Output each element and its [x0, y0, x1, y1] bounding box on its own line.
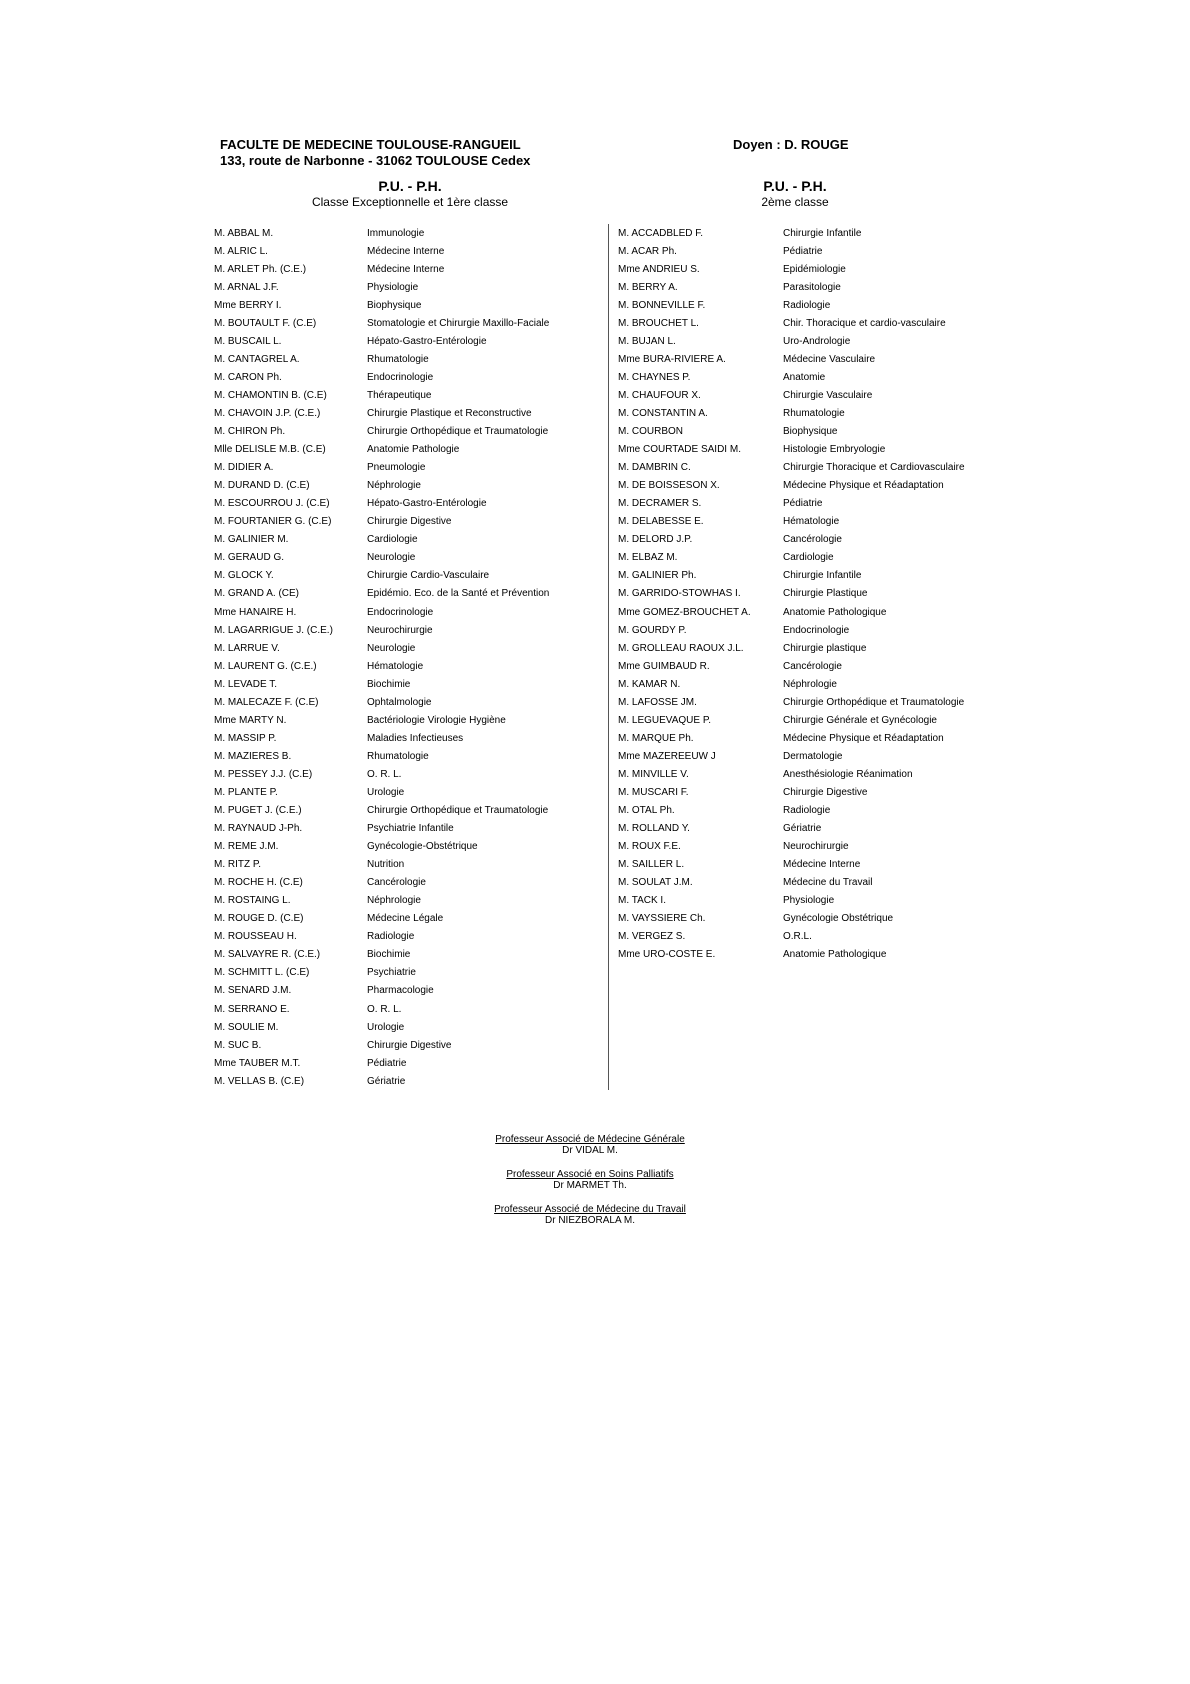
professor-name: M. VERGEZ S. — [618, 931, 686, 943]
list-item — [214, 459, 549, 477]
list-item — [214, 513, 549, 531]
list-item — [214, 693, 549, 711]
professor-specialty: Chirurgie Digestive — [783, 786, 868, 798]
list-item — [214, 982, 549, 1000]
professor-name: Mme BURA-RIVIERE A. — [618, 353, 726, 365]
associate-professors — [440, 1134, 740, 1239]
list-item — [618, 729, 965, 747]
professor-specialty: Biochimie — [367, 678, 411, 690]
list-item — [618, 802, 965, 820]
professor-name: M. COURBON — [618, 426, 683, 438]
associate-title: Professeur Associé de Médecine Générale — [495, 1134, 685, 1145]
list-item — [618, 820, 965, 838]
list-item — [618, 224, 965, 242]
professor-specialty: Médecine Physique et Réadaptation — [783, 732, 944, 744]
professor-specialty: Parasitologie — [783, 281, 841, 293]
professor-specialty: Cancérologie — [367, 877, 426, 889]
list-item — [618, 765, 965, 783]
professor-specialty: Cancérologie — [783, 534, 842, 546]
professor-name: M. OTAL Ph. — [618, 805, 675, 817]
professor-name: M. PUGET J. (C.E.) — [214, 805, 302, 817]
professor-name: M. SALVAYRE R. (C.E.) — [214, 949, 321, 961]
professor-name: M. CHAUFOUR X. — [618, 389, 701, 401]
professor-name: Mme MARTY N. — [214, 714, 287, 726]
list-item — [214, 874, 549, 892]
professor-name: M. ARLET Ph. (C.E.) — [214, 263, 307, 275]
list-item — [214, 477, 549, 495]
professor-name: Mme TAUBER M.T. — [214, 1057, 301, 1069]
list-item — [618, 928, 965, 946]
professor-specialty: Chirurgie Vasculaire — [783, 389, 873, 401]
dean-header: Doyen : D. ROUGE — [733, 137, 849, 152]
professor-name: M. ROLLAND Y. — [618, 823, 690, 835]
professor-specialty: Physiologie — [783, 895, 835, 907]
list-item — [618, 278, 965, 296]
professor-specialty: Chirurgie Plastique et Reconstructive — [367, 407, 532, 419]
professor-specialty: Psychiatrie Infantile — [367, 823, 454, 835]
professor-name: M. GLOCK Y. — [214, 570, 274, 582]
professor-specialty: Stomatologie et Chirurgie Maxillo-Faciale — [367, 317, 550, 329]
list-item — [214, 747, 549, 765]
professor-specialty: Gériatrie — [367, 1075, 406, 1087]
professor-name: M. PLANTE P. — [214, 786, 278, 798]
list-item — [618, 585, 965, 603]
professor-specialty: Néphrologie — [783, 678, 837, 690]
professor-specialty: Histologie Embryologie — [783, 444, 886, 456]
professor-name: M. SAILLER L. — [618, 859, 685, 871]
list-item — [214, 639, 549, 657]
professor-specialty: Anatomie Pathologie — [367, 444, 460, 456]
professor-specialty: Physiologie — [367, 281, 419, 293]
faculty-name: FACULTE DE MEDECINE TOULOUSE-RANGUEIL — [220, 137, 521, 152]
list-item — [618, 296, 965, 314]
list-item — [214, 260, 549, 278]
professor-specialty: Chirurgie Infantile — [783, 227, 862, 239]
professor-name: M. GERAUD G. — [214, 552, 285, 564]
professor-specialty: Urologie — [367, 786, 405, 798]
professor-specialty: Chirurgie Digestive — [367, 1039, 452, 1051]
list-item — [618, 242, 965, 260]
associate-entry — [440, 1169, 740, 1191]
professor-name: M. ELBAZ M. — [618, 552, 678, 564]
list-item — [214, 368, 549, 386]
professor-specialty: Ophtalmologie — [367, 696, 432, 708]
professor-specialty: Gynécologie Obstétrique — [783, 913, 894, 925]
professor-name: Mlle DELISLE M.B. (C.E) — [214, 444, 326, 456]
list-item — [214, 296, 549, 314]
professor-specialty: Chirurgie Générale et Gynécologie — [783, 714, 937, 726]
professor-specialty: Hépato-Gastro-Entérologie — [367, 498, 487, 510]
professor-specialty: Pédiatrie — [783, 498, 823, 510]
professor-specialty: Pharmacologie — [367, 985, 434, 997]
list-item — [214, 242, 549, 260]
professor-specialty: Neurochirurgie — [367, 624, 433, 636]
professor-specialty: Endocrinologie — [783, 624, 850, 636]
associate-title: Professeur Associé en Soins Palliatifs — [506, 1169, 674, 1180]
faculty-address: 133, route de Narbonne - 31062 TOULOUSE Cedex — [220, 153, 531, 168]
professor-name: M. SENARD J.M. — [214, 985, 292, 997]
professor-name: M. ARNAL J.F. — [214, 281, 279, 293]
professor-name: M. MASSIP P. — [214, 732, 277, 744]
professor-name: M. MARQUE Ph. — [618, 732, 694, 744]
professor-name: M. LEGUEVAQUE P. — [618, 714, 711, 726]
professor-specialty: Médecine du Travail — [783, 877, 873, 889]
professor-specialty: Chir. Thoracique et cardio-vasculaire — [783, 317, 946, 329]
list-item — [214, 404, 549, 422]
professor-name: M. CONSTANTIN A. — [618, 407, 708, 419]
list-item — [618, 423, 965, 441]
list-item — [618, 838, 965, 856]
professor-name: Mme COURTADE SAIDI M. — [618, 444, 741, 456]
list-item — [214, 657, 549, 675]
left-professor-list — [214, 224, 549, 1090]
list-item — [214, 1000, 549, 1018]
professor-name: M. MALECAZE F. (C.E) — [214, 696, 319, 708]
professor-name: M. VELLAS B. (C.E) — [214, 1075, 305, 1087]
list-item — [214, 964, 549, 982]
list-item — [214, 423, 549, 441]
professor-name: M. LAURENT G. (C.E.) — [214, 660, 317, 672]
professor-name: M. CHAVOIN J.P. (C.E.) — [214, 407, 321, 419]
list-item — [214, 892, 549, 910]
list-item — [214, 765, 549, 783]
list-item — [214, 278, 549, 296]
professor-name: Mme BERRY I. — [214, 299, 282, 311]
professor-name: M. ESCOURROU J. (C.E) — [214, 498, 330, 510]
professor-name: M. GOURDY P. — [618, 624, 687, 636]
associate-entry — [440, 1134, 740, 1156]
faculty-header — [220, 137, 530, 169]
list-item — [618, 441, 965, 459]
professor-name: Mme MAZEREEUW J — [618, 750, 716, 762]
professor-specialty: Chirurgie plastique — [783, 642, 867, 654]
professor-specialty: Biophysique — [783, 426, 838, 438]
professor-name: M. SUC B. — [214, 1039, 262, 1051]
professor-specialty: Chirurgie Cardio-Vasculaire — [367, 570, 490, 582]
professor-specialty: Thérapeutique — [367, 389, 432, 401]
associate-name: Dr NIEZBORALA M. — [544, 1215, 635, 1226]
professor-name: M. CHIRON Ph. — [214, 426, 286, 438]
professor-name: M. ROUSSEAU H. — [214, 931, 297, 943]
professor-name: M. KAMAR N. — [618, 678, 681, 690]
professor-specialty: Radiologie — [783, 299, 831, 311]
professor-name: M. RITZ P. — [214, 859, 262, 871]
professor-name: M. CHAYNES P. — [618, 371, 691, 383]
list-item — [618, 874, 965, 892]
left-section-subtitle: Classe Exceptionnelle et 1ère classe — [311, 195, 509, 209]
professor-specialty: Anatomie Pathologique — [783, 949, 887, 961]
professor-name: M. ACAR Ph. — [618, 245, 677, 257]
list-item — [214, 585, 549, 603]
column-divider — [608, 224, 609, 1090]
list-item — [618, 332, 965, 350]
list-item — [618, 531, 965, 549]
professor-specialty: Néphrologie — [367, 480, 421, 492]
right-section-subtitle: 2ème classe — [761, 195, 829, 209]
professor-name: M. SOULAT J.M. — [618, 877, 693, 889]
professor-specialty: Médecine Interne — [367, 263, 445, 275]
professor-name: M. FOURTANIER G. (C.E) — [214, 516, 332, 528]
professor-specialty: Bactériologie Virologie Hygiène — [367, 714, 506, 726]
professor-name: M. BERRY A. — [618, 281, 678, 293]
professor-name: M. SCHMITT L. (C.E) — [214, 967, 310, 979]
professor-specialty: Immunologie — [367, 227, 425, 239]
associate-name: Dr MARMET Th. — [553, 1180, 627, 1191]
professor-specialty: Chirurgie Orthopédique et Traumatologie — [367, 805, 549, 817]
professor-name: M. ABBAL M. — [214, 227, 274, 239]
list-item — [618, 477, 965, 495]
professor-name: M. RAYNAUD J-Ph. — [214, 823, 303, 835]
list-item — [618, 783, 965, 801]
professor-specialty: Chirurgie Thoracique et Cardiovasculaire — [783, 462, 965, 474]
professor-specialty: Dermatologie — [783, 750, 843, 762]
professor-specialty: Chirurgie Plastique — [783, 588, 868, 600]
list-item — [618, 693, 965, 711]
list-item — [618, 621, 965, 639]
professor-specialty: Endocrinologie — [367, 606, 434, 618]
list-item — [618, 459, 965, 477]
list-item — [618, 368, 965, 386]
list-item — [214, 314, 549, 332]
list-item — [214, 531, 549, 549]
professor-specialty: Neurologie — [367, 642, 416, 654]
professor-specialty: Hématologie — [783, 516, 840, 528]
list-item — [618, 386, 965, 404]
professor-name: M. BONNEVILLE F. — [618, 299, 706, 311]
professor-specialty: Cancérologie — [783, 660, 842, 672]
professor-name: M. GALINIER M. — [214, 534, 289, 546]
list-item — [618, 910, 965, 928]
professor-name: M. ROSTAING L. — [214, 895, 291, 907]
professor-specialty: Psychiatrie — [367, 967, 416, 979]
professor-name: M. DIDIER A. — [214, 462, 274, 474]
list-item — [214, 386, 549, 404]
professor-specialty: Pneumologie — [367, 462, 426, 474]
professor-specialty: Rhumatologie — [367, 750, 429, 762]
list-item — [618, 639, 965, 657]
professor-specialty: Médecine Vasculaire — [783, 353, 876, 365]
professor-specialty: Anatomie — [783, 371, 826, 383]
professor-name: M. ROUX F.E. — [618, 841, 681, 853]
list-item — [214, 441, 549, 459]
list-item — [214, 1018, 549, 1036]
professor-name: M. LEVADE T. — [214, 678, 277, 690]
professor-name: M. SERRANO E. — [214, 1003, 290, 1015]
professor-name: M. DECRAMER S. — [618, 498, 702, 510]
list-item — [214, 838, 549, 856]
list-item — [618, 314, 965, 332]
professor-specialty: Radiologie — [783, 805, 831, 817]
list-item — [214, 928, 549, 946]
professor-name: M. LARRUE V. — [214, 642, 280, 654]
professor-specialty: O. R. L. — [367, 1003, 402, 1015]
professor-name: M. GROLLEAU RAOUX J.L. — [618, 642, 744, 654]
professor-specialty: Epidémio. Eco. de la Santé et Prévention — [367, 588, 550, 600]
professor-specialty: O. R. L. — [367, 768, 402, 780]
professor-specialty: Médecine Physique et Réadaptation — [783, 480, 944, 492]
professor-name: M. MUSCARI F. — [618, 786, 689, 798]
professor-specialty: Chirurgie Orthopédique et Traumatologie — [367, 426, 549, 438]
list-item — [618, 892, 965, 910]
professor-name: M. REME J.M. — [214, 841, 279, 853]
left-section-heading — [300, 178, 520, 210]
professor-name: M. ROUGE D. (C.E) — [214, 913, 304, 925]
list-item — [618, 404, 965, 422]
professor-specialty: Chirurgie Infantile — [783, 570, 862, 582]
list-item — [618, 747, 965, 765]
professor-name: M. BROUCHET L. — [618, 317, 699, 329]
professor-name: M. CARON Ph. — [214, 371, 282, 383]
professor-specialty: Neurochirurgie — [783, 841, 849, 853]
professor-name: M. LAFOSSE JM. — [618, 696, 697, 708]
professor-specialty: O.R.L. — [783, 931, 812, 943]
list-item — [214, 946, 549, 964]
professor-name: Mme URO-COSTE E. — [618, 949, 716, 961]
list-item — [214, 675, 549, 693]
professor-name: M. MINVILLE V. — [618, 768, 689, 780]
list-item — [618, 513, 965, 531]
professor-name: M. BUSCAIL L. — [214, 335, 282, 347]
list-item — [214, 621, 549, 639]
professor-name: M. DAMBRIN C. — [618, 462, 691, 474]
professor-specialty: Maladies Infectieuses — [367, 732, 464, 744]
list-item — [214, 332, 549, 350]
list-item — [618, 603, 965, 621]
right-professor-list — [618, 224, 965, 964]
professor-specialty: Hépato-Gastro-Entérologie — [367, 335, 487, 347]
professor-specialty: Endocrinologie — [367, 371, 434, 383]
professor-specialty: Hématologie — [367, 660, 424, 672]
list-item — [618, 657, 965, 675]
associate-name: Dr VIDAL M. — [562, 1145, 618, 1156]
professor-specialty: Anatomie Pathologique — [783, 606, 887, 618]
professor-specialty: Biophysique — [367, 299, 422, 311]
professor-specialty: Gériatrie — [783, 823, 822, 835]
professor-name: M. PESSEY J.J. (C.E) — [214, 768, 313, 780]
right-section-title: P.U. - P.H. — [763, 178, 827, 194]
professor-name: M. BOUTAULT F. (C.E) — [214, 317, 317, 329]
professor-specialty: Neurologie — [367, 552, 416, 564]
list-item — [214, 567, 549, 585]
professor-specialty: Chirurgie Digestive — [367, 516, 452, 528]
professor-name: Mme ANDRIEU S. — [618, 263, 700, 275]
list-item — [214, 802, 549, 820]
professor-specialty: Radiologie — [367, 931, 415, 943]
professor-name: M. DE BOISSESON X. — [618, 480, 720, 492]
professor-specialty: Cardiologie — [783, 552, 834, 564]
list-item — [214, 549, 549, 567]
professor-specialty: Médecine Interne — [783, 859, 861, 871]
professor-name: M. VAYSSIERE Ch. — [618, 913, 706, 925]
professor-specialty: Médecine Légale — [367, 913, 444, 925]
professor-specialty: Uro-Andrologie — [783, 335, 851, 347]
professor-name: M. MAZIERES B. — [214, 750, 292, 762]
list-item — [618, 567, 965, 585]
list-item — [214, 729, 549, 747]
professor-name: Mme GOMEZ-BROUCHET A. — [618, 606, 751, 618]
list-item — [618, 675, 965, 693]
list-item — [618, 495, 965, 513]
list-item — [214, 711, 549, 729]
list-item — [214, 350, 549, 368]
professor-specialty: Pédiatrie — [367, 1057, 407, 1069]
professor-specialty: Urologie — [367, 1021, 405, 1033]
associate-entry — [440, 1204, 740, 1226]
professor-specialty: Cardiologie — [367, 534, 418, 546]
list-item — [214, 495, 549, 513]
list-item — [618, 350, 965, 368]
professor-name: Mme HANAIRE H. — [214, 606, 297, 618]
professor-name: M. DURAND D. (C.E) — [214, 480, 310, 492]
professor-name: M. DELABESSE E. — [618, 516, 704, 528]
left-section-title: P.U. - P.H. — [378, 178, 442, 194]
list-item — [618, 856, 965, 874]
list-item — [618, 549, 965, 567]
list-item — [214, 820, 549, 838]
professor-name: M. ACCADBLED F. — [618, 227, 704, 239]
professor-specialty: Anesthésiologie Réanimation — [783, 768, 913, 780]
professor-name: M. BUJAN L. — [618, 335, 676, 347]
professor-name: M. CANTAGREL A. — [214, 353, 300, 365]
professor-name: M. DELORD J.P. — [618, 534, 693, 546]
professor-name: Mme GUIMBAUD R. — [618, 660, 710, 672]
professor-name: M. GRAND A. (CE) — [214, 588, 300, 600]
list-item — [214, 1054, 549, 1072]
professor-specialty: Rhumatologie — [367, 353, 429, 365]
professor-name: M. ROCHE H. (C.E) — [214, 877, 303, 889]
professor-name: M. GARRIDO-STOWHAS I. — [618, 588, 741, 600]
list-item — [214, 783, 549, 801]
list-item — [618, 711, 965, 729]
professor-specialty: Rhumatologie — [783, 407, 845, 419]
professor-specialty: Pédiatrie — [783, 245, 823, 257]
professor-name: M. TACK I. — [618, 895, 666, 907]
list-item — [214, 603, 549, 621]
associate-title: Professeur Associé de Médecine du Travail — [494, 1204, 686, 1215]
professor-specialty: Nutrition — [367, 859, 405, 871]
professor-name: M. LAGARRIGUE J. (C.E.) — [214, 624, 333, 636]
professor-name: M. SOULIE M. — [214, 1021, 279, 1033]
professor-name: M. GALINIER Ph. — [618, 570, 697, 582]
right-section-heading — [720, 178, 870, 210]
professor-name: M. ALRIC L. — [214, 245, 268, 257]
professor-specialty: Médecine Interne — [367, 245, 445, 257]
list-item — [214, 1036, 549, 1054]
professor-specialty: Néphrologie — [367, 895, 421, 907]
list-item — [618, 260, 965, 278]
list-item — [214, 224, 549, 242]
professor-specialty: Biochimie — [367, 949, 411, 961]
professor-specialty: Gynécologie-Obstétrique — [367, 841, 478, 853]
list-item — [214, 856, 549, 874]
list-item — [618, 946, 965, 964]
professor-specialty: Chirurgie Orthopédique et Traumatologie — [783, 696, 965, 708]
list-item — [214, 910, 549, 928]
professor-specialty: Epidémiologie — [783, 263, 846, 275]
list-item — [214, 1072, 549, 1090]
professor-name: M. CHAMONTIN B. (C.E) — [214, 389, 327, 401]
